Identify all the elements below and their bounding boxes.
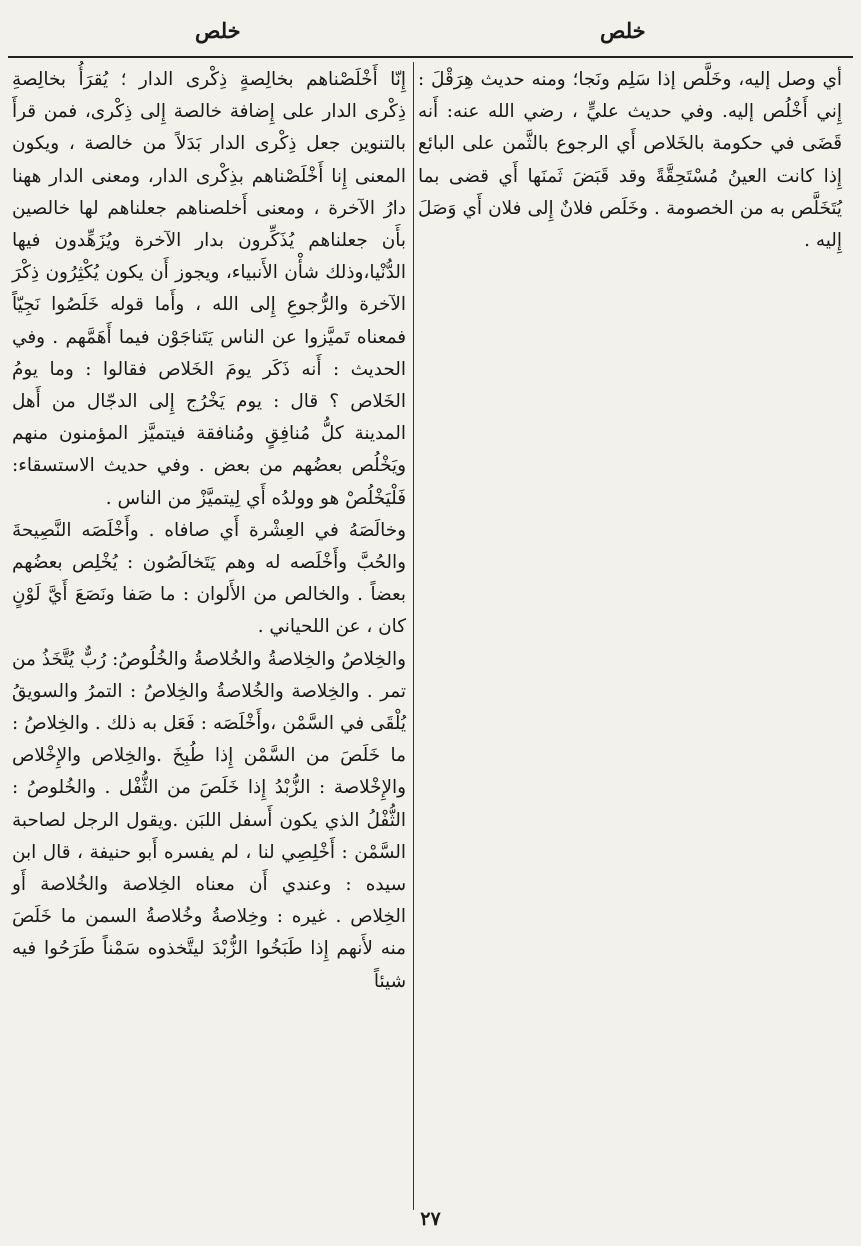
right-text-column — [418, 64, 842, 1214]
paragraph: إِنّا أَخْلَصْناهم بخالِصةٍ ذِكْرى الدار ؛ يُقرَأُ بخالِصةِ ذِكْرى الدار على إِضافة خالصة إِلى ذِكْرى، فمن قرأَ بالتنوين جعل ذِكْرى الدار بَدَلاً من خالصة ، ويكون المعنى إِنا أَخْلَصْناهم بذِكْرى الدار، ومعنى الدار ههنا دارُ الآخرة ، ومعنى أَخلصناهم جعلناهم لها خالصين بأَن جعلناهم يُذَكِّرون بدار الآخرة ويُزَهِّدون فيها الدُّنْيا،وذلك شأْن الأَنبياء، ويجوز أَن يكون يُكْثِرُون ذِكْرَ الآخرة والرُّجوعِ إِلى الله ، وأَما قوله خَلَصُوا نَجِيّاً فمعناه تَميَّزوا عن الناس يَتَناجَوْن فيما أَهَمَّهم . وفي الحديث : أَنه ذَكَر يومَ الخَلاص فقالوا : وما يومُ الخَلاص ؟ قال : يوم يَخْرُج إِلى الدجّال من أَهل المدينة كلُّ مُنافِقٍ ومُنافقة فيتميَّز المؤمنون منهم ويَخْلُص بعضُهم من بعض . وفي حديث الاستسقاء: فَلْيَخْلُصْ هو وولدُه أَي لِيتميَّزْ من الناس . — [12, 69, 406, 509]
paragraph: والخِلاصُ والخِلاصةُ والخُلاصةُ والخُلُوصُ: رُبٌّ يُتَّخَذُ من تمر . والخِلاصة والخُلاصةُ والخِلاصُ : التمرُ والسويقُ يُلْقَى في السَّمْن ،وأَخْلَصَه : فَعَل به ذلك . والخِلاصُ : ما خَلَصَ من السَّمْن إِذا طُبِخَ .والخِلاص والإِخْلاص والإِخْلاصة : الزُّبْدُ إِذا خَلَصَ من الثُّفْل . والخُلوصُ : الثُّفْلُ الذي يكون أَسفل اللبَن .ويقول الرجل لصاحبة السَّمْن : أَخْلِصِي لنا ، لم يفسره أَبو حنيفة ، قال ابن سيده : وعندي أَن معناه الخِلاصة والخُلاصة أَو الخِلاص . غيره : وخِلاصةُ وخُلاصةُ السمن ما خَلَصَ منه لأَنهم إِذا طَبَخُوا الزُّبْدَ ليتَّخذوه سَمْناً طَرَحُوا فيه شيئاً — [12, 648, 406, 992]
page-header — [0, 14, 861, 54]
column-divider — [413, 62, 414, 1210]
running-headword-left: خلص — [195, 18, 241, 43]
left-text-column — [12, 64, 406, 1214]
paragraph: أي وصل إليه، وخَلَّص إذا سَلِم ونَجا؛ ومنه حديث هِرَقْلَ : إِني أَخْلُص إليه. وفي حديث عليٍّ ، رضي الله عنه: أَنه قَضَى في حكومة بالخَلاص أَي الرجوع بالثَّمن على البائع إِذا كانت العينُ مُسْتَحِقَّةً وقد قَبَضَ ثَمنَها أَي قضى بما يُتَخَلَّص به من الخصومة . وخَلَص فلانٌ إِلى فلان أَي وَصَلَ إِليه . — [418, 69, 842, 252]
page-number: ٢٧ — [420, 1208, 441, 1230]
paragraph: وخالَصَهُ في العِشْرة أَي صافاه . وأَخْلَصَه النَّصِيحةَ والحُبَّ وأَخْلَصه له وهم يَتَخالَصُون : يُخْلِص بعضُهم بعضاً . والخالص من الأَلوان : ما صَفا ونَصَعَ أَيَّ لَوْنٍ كان ، عن اللحياني . — [12, 519, 406, 638]
header-rule — [8, 56, 853, 58]
running-headword-right: خلص — [600, 18, 646, 43]
